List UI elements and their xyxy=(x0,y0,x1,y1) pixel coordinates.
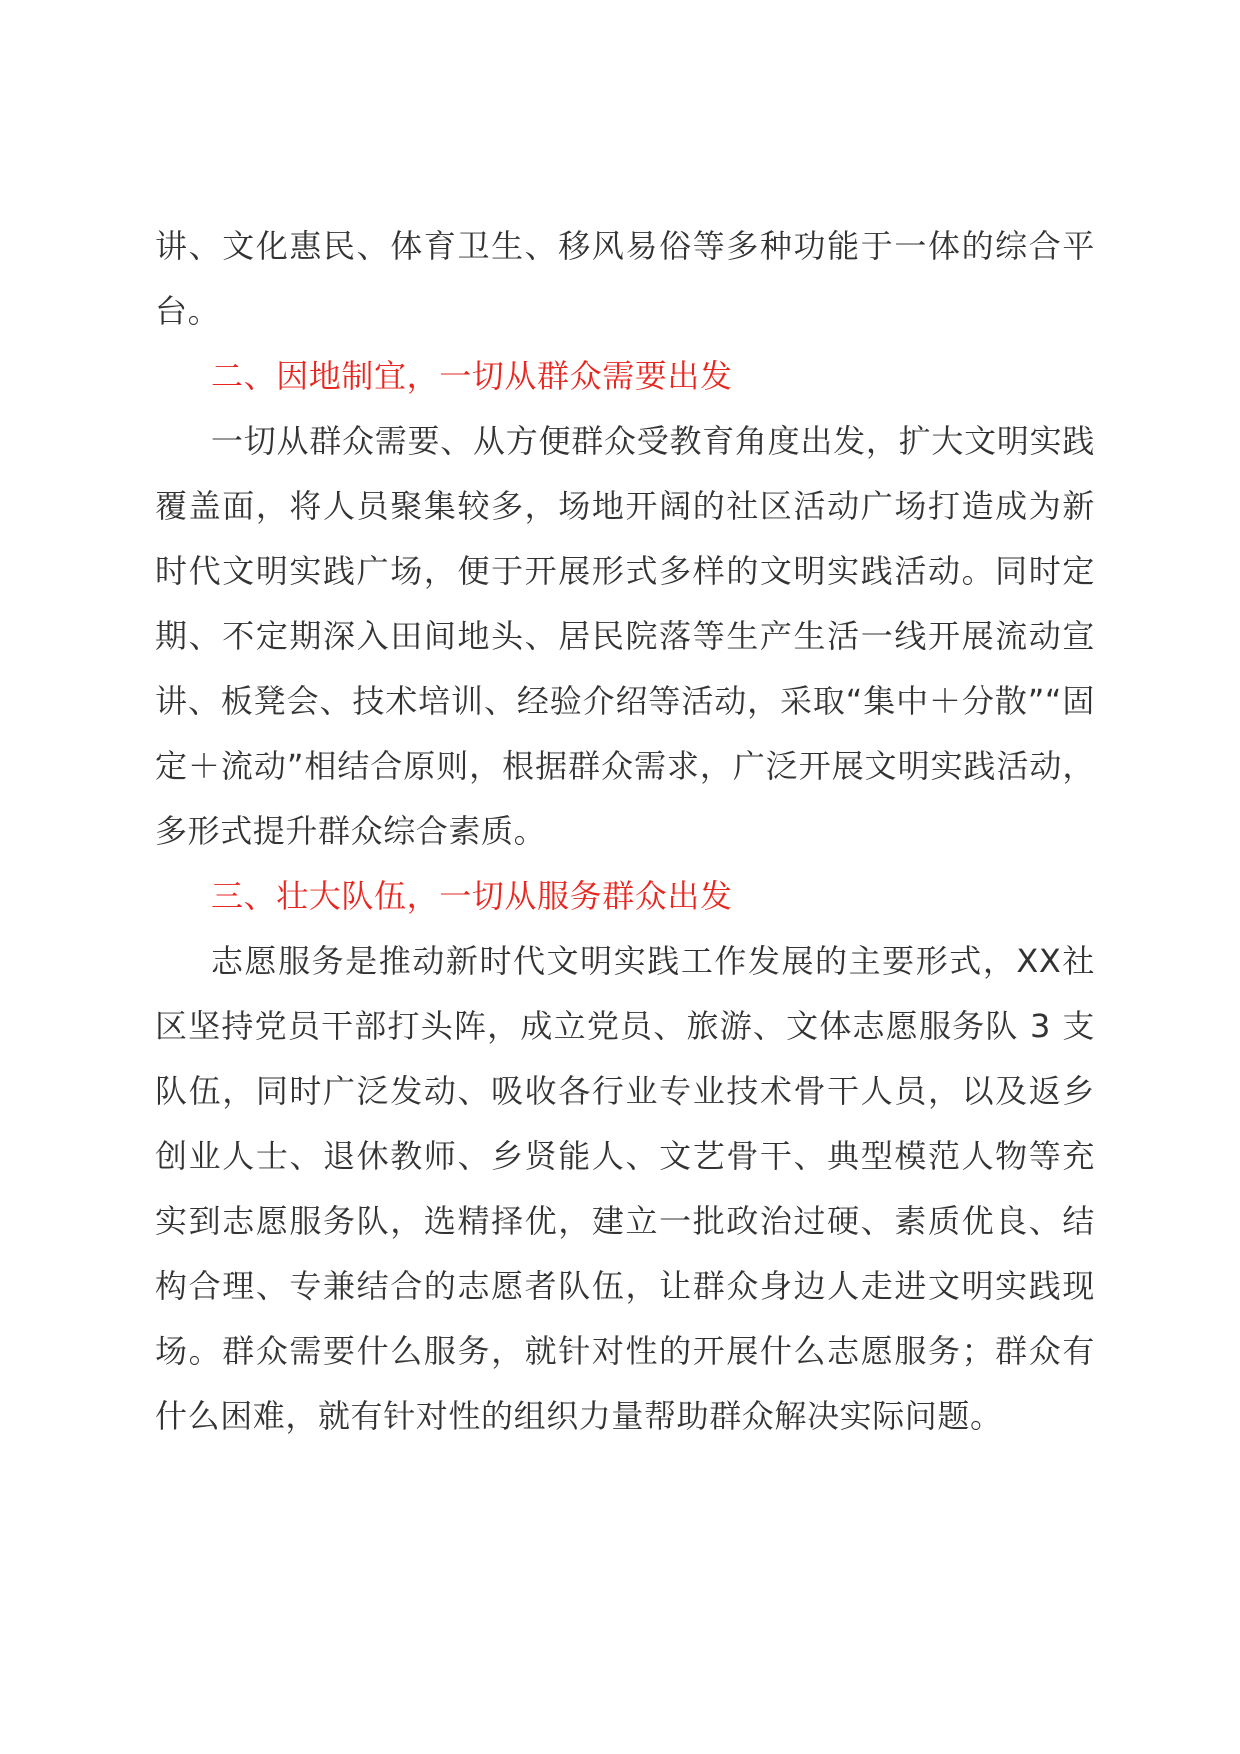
paragraph-section-3: 志愿服务是推动新时代文明实践工作发展的主要形式，XX社区坚持党员干部打头阵，成立党员、旅游、文体志愿服务队 3 支队伍，同时广泛发动、吸收各行业专业技术骨干人员，以及返乡创业人士、退休教师、乡贤能人、文艺骨干、典型模范人物等充实到志愿服务队，选精择优，建立一批政治过硬、素质优良、结构合理、专兼结合的志愿者队伍，让群众身边人走进文明实践现场。群众需要什么服务，就针对性的开展什么志愿服务；群众有什么困难，就有针对性的组织力量帮助群众解决实际问题。 xyxy=(155,942,1095,1435)
paragraph-continuation: 讲、文化惠民、体育卫生、移风易俗等多种功能于一体的综合平台。 xyxy=(155,227,1095,330)
section-heading-2: 二、因地制宜，一切从群众需要出发 xyxy=(211,357,733,395)
paragraph-section-2: 一切从群众需要、从方便群众受教育角度出发，扩大文明实践覆盖面，将人员聚集较多，场地开阔的社区活动广场打造成为新时代文明实践广场，便于开展形式多样的文明实践活动。同时定期、不定期深入田间地头、居民院落等生产生活一线开展流动宣讲、板凳会、技术培训、经验介绍等活动，采取“集中＋分散”“固定＋流动”相结合原则，根据群众需求，广泛开展文明实践活动，多形式提升群众综合素质。 xyxy=(155,422,1095,850)
document-body xyxy=(155,214,1095,1449)
section-heading-3: 三、壮大队伍，一切从服务群众出发 xyxy=(211,877,733,915)
